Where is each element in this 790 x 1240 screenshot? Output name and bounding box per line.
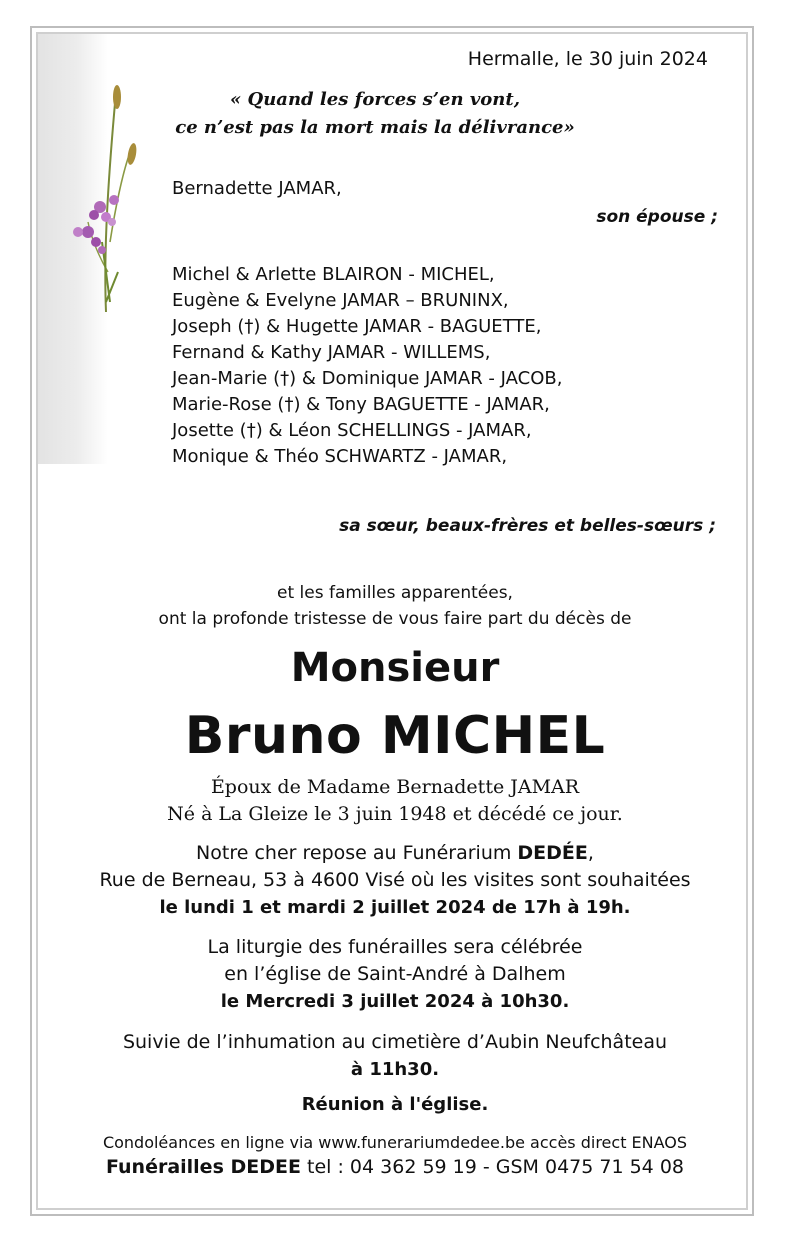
burial-line-1: Suivie de l’inhumation au cimetière d’Aubin Neufchâteau <box>122 1031 668 1053</box>
list-item: Eugène & Evelyne JAMAR – BRUNINX, <box>172 290 509 311</box>
quote-line-2: ce n’est pas la mort mais la délivrance» <box>175 117 575 138</box>
birth-line: Né à La Gleize le 3 juin 1948 et décédé ce jour. <box>167 803 623 825</box>
liturgy-line-2: en l’église de Saint-André à Dalhem <box>224 963 566 985</box>
announcement <box>40 580 750 632</box>
siblings-list <box>172 262 562 470</box>
list-item: Monique & Théo SCHWARTZ - JAMAR, <box>172 446 508 467</box>
list-item: Fernand & Kathy JAMAR - WILLEMS, <box>172 342 491 363</box>
contact-line <box>40 1156 750 1178</box>
spouse-line: Époux de Madame Bernadette JAMAR <box>210 776 580 798</box>
visits-block <box>40 840 750 921</box>
list-item: Josette (†) & Léon SCHELLINGS - JAMAR, <box>172 420 532 441</box>
violet-flower-icon <box>66 72 146 322</box>
liturgy-line-1: La liturgie des funérailles sera célébrée <box>207 936 583 958</box>
spouse-name: Bernadette JAMAR, <box>172 178 342 199</box>
funerarium-name: DEDÉE <box>517 842 588 864</box>
quote-line-1: « Quand les forces s’en vont, <box>230 89 520 110</box>
liturgy-block <box>40 934 750 1015</box>
visits-line-1 <box>40 840 750 867</box>
list-item: Jean-Marie (†) & Dominique JAMAR - JACOB, <box>172 368 563 389</box>
announcement-line-2: ont la profonde tristesse de vous faire part du décès de <box>158 609 632 629</box>
visits-line-1-text: Notre cher repose au Funérarium <box>196 842 518 864</box>
announcement-line-1: et les familles apparentées, <box>277 583 513 603</box>
place-date: Hermalle, le 30 juin 2024 <box>467 48 708 70</box>
company-name: Funérailles DEDEE <box>105 1156 301 1178</box>
quote <box>150 86 600 142</box>
spouse-role: son épouse ; <box>596 207 718 227</box>
liturgy-line-3: le Mercredi 3 juillet 2024 à 10h30. <box>220 991 570 1012</box>
phone-numbers: tel : 04 362 59 19 - GSM 0475 71 54 08 <box>300 1156 684 1178</box>
visits-line-2: Rue de Berneau, 53 à 4600 Visé où les visites sont souhaitées <box>99 869 691 891</box>
reunion-note: Réunion à l'église. <box>301 1094 489 1115</box>
visits-line-1-suffix: , <box>587 842 594 864</box>
list-item: Joseph (†) & Hugette JAMAR - BAGUETTE, <box>172 316 542 337</box>
visits-line-3: le lundi 1 et mardi 2 juillet 2024 de 17h à 19h. <box>159 897 631 918</box>
siblings-role: sa sœur, beaux-frères et belles-sœurs ; <box>339 516 716 536</box>
list-item: Marie-Rose (†) & Tony BAGUETTE - JAMAR, <box>172 394 550 415</box>
list-item: Michel & Arlette BLAIRON - MICHEL, <box>172 264 495 285</box>
condolences-line: Condoléances en ligne via www.funerariumdedee.be accès direct ENAOS <box>102 1133 688 1152</box>
deceased-name: Bruno MICHEL <box>184 706 606 766</box>
deceased-details <box>40 774 750 828</box>
burial-block <box>40 1029 750 1083</box>
deceased-title: Monsieur <box>290 645 500 691</box>
burial-line-2: à 11h30. <box>350 1059 440 1080</box>
